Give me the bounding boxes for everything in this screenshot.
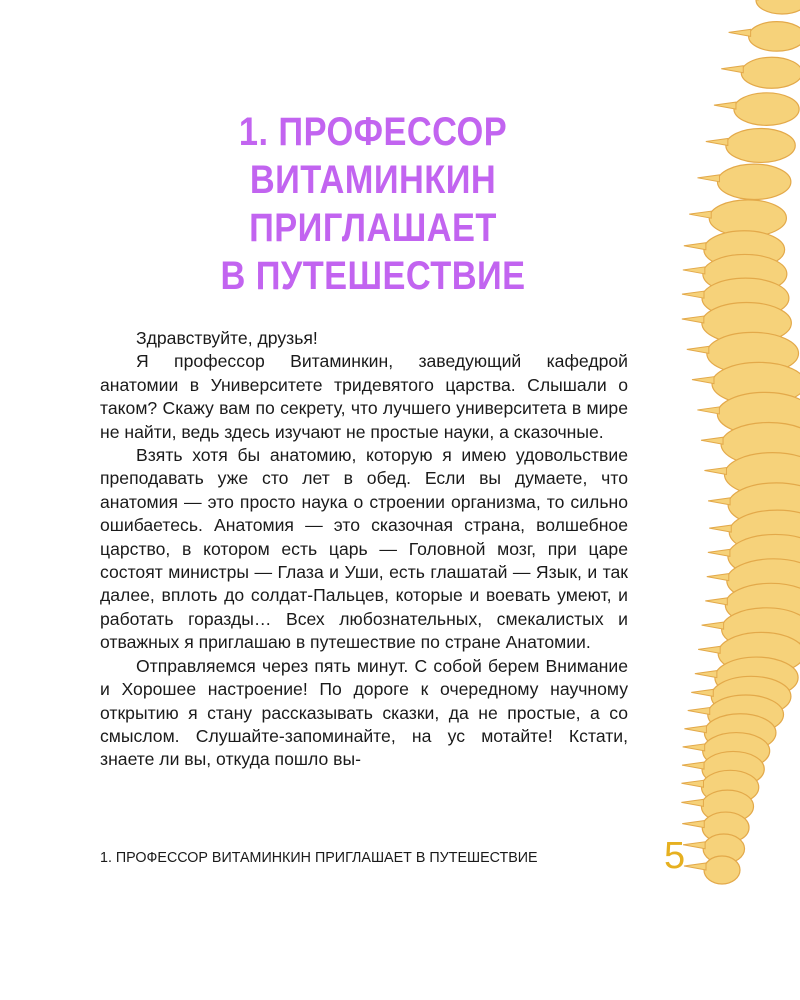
paragraph: Отправляемся через пять минут. С собой берем Внимание и Хорошее настроение! По дороге к очередному научному открытию я стану рассказывать сказки, да не простые, а со смыслом. Слушайте-запоминайте, на ус мотайте! Кстати, знаете ли вы, откуда пошло вы- <box>100 655 628 770</box>
chapter-title-line: В ПУТЕШЕСТВИЕ <box>220 254 526 298</box>
body-text <box>100 327 628 772</box>
chapter-title <box>138 108 608 300</box>
paragraph: Я профессор Витаминкин, заведующий кафедрой анатомии в Университете тридевятого царства. Слышали о таком? Скажу вам по секрету, что лучшего университета в мире не найти, ведь здесь изучают не простые науки, а сказочные. <box>100 351 628 442</box>
running-footer: 1. ПРОФЕССОР ВИТАМИНКИН ПРИГЛАШАЕТ В ПУТЕШЕСТВИЕ <box>100 850 538 866</box>
chapter-title-line: 1. ПРОФЕССОР <box>238 110 508 154</box>
paragraph: Взять хотя бы анатомию, которую я имею удовольствие преподавать уже сто лет в обед. Если вы думаете, что анатомия — это просто наука о строении организма, то сильно ошибаетесь. Анатомия — это сказочная страна, волшебное царство, в котором есть царь — Головной мозг, при царе состоят министры — Глаза и Уши, есть глашатай — Язык, и так далее, вплоть до солдат-Пальцев, которые и воевать умеют, и работать горазды… Всех любознательных, смекалистых и отважных я приглашаю в путешествие по стране Анатомии. <box>100 445 628 653</box>
paragraph: Здравствуйте, друзья! <box>136 328 318 348</box>
page-number: 5 <box>664 835 686 877</box>
chapter-title-line: ВИТАМИНКИН <box>249 158 497 202</box>
chapter-title-line: ПРИГЛАШАЕТ <box>249 206 497 250</box>
spine-illustration-icon <box>650 0 800 900</box>
